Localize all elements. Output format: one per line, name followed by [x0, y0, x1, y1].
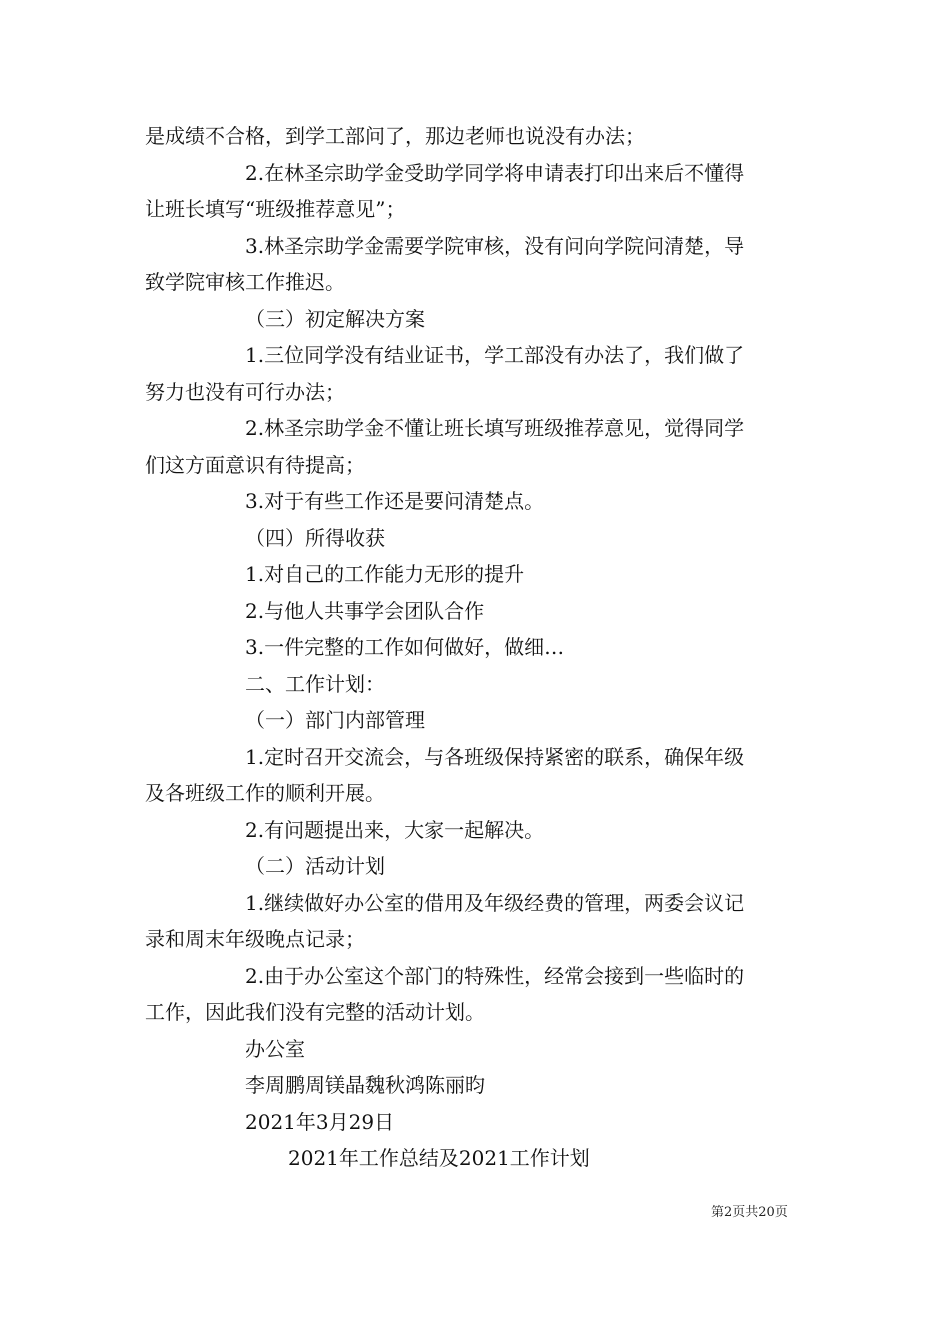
- body-line-13: 1.对自己的工作能力无形的提升: [245, 562, 525, 586]
- body-line-20: 2.有问题提出来，大家一起解决。: [245, 817, 545, 842]
- section-heading-2: （二）活动计划: [245, 854, 385, 878]
- body-line-15: 3.一件完整的工作如何做好，做细…: [245, 635, 565, 659]
- body-line-4: 3.林圣宗助学金需要学院审核，没有问向学院问清楚，导: [245, 233, 745, 258]
- body-line-7: 1.三位同学没有结业证书，学工部没有办法了，我们做了: [245, 343, 745, 367]
- body-line-5: 致学院审核工作推迟。: [145, 270, 345, 294]
- body-line-18: 1.定时召开交流会，与各班级保持紧密的联系，确保年级: [245, 744, 745, 769]
- body-line-3: 让班长填写“班级推荐意见”；: [145, 197, 406, 221]
- signature-names: 李周鹏周镁晶魏秋鸿陈丽昀: [245, 1073, 485, 1097]
- page-number-footer: 第2页共20页: [711, 1205, 788, 1220]
- body-line-8: 努力也没有可行办法；: [145, 379, 345, 404]
- document-body: [145, 118, 805, 1177]
- body-line-23: 录和周末年级晚点记录；: [145, 927, 365, 951]
- signature-department: 办公室: [245, 1036, 305, 1061]
- signature-date: 2021年3月29日: [245, 1109, 395, 1134]
- body-line-14: 2.与他人共事学会团队合作: [245, 598, 485, 623]
- body-line-25: 工作，因此我们没有完整的活动计划。: [145, 1000, 485, 1024]
- next-document-title: 2021年工作总结及2021工作计划: [288, 1146, 590, 1170]
- chapter-heading-work-plan: 二、工作计划：: [245, 671, 385, 696]
- body-line-19: 及各班级工作的顺利开展。: [145, 781, 385, 805]
- body-line-11: 3.对于有些工作还是要问清楚点。: [245, 489, 545, 513]
- body-line-10: 们这方面意识有待提高；: [145, 452, 365, 477]
- body-line-2: 2.在林圣宗助学金受助学同学将申请表打印出来后不懂得: [245, 160, 745, 185]
- section-heading-4: （四）所得收获: [245, 525, 385, 550]
- section-heading-3: （三）初定解决方案: [245, 306, 425, 331]
- body-line-24: 2.由于办公室这个部门的特殊性，经常会接到一些临时的: [245, 963, 745, 988]
- body-line-22: 1.继续做好办公室的借用及年级经费的管理，两委会议记: [245, 890, 745, 915]
- body-line-1: 是成绩不合格，到学工部问了，那边老师也说没有办法；: [145, 124, 645, 148]
- section-heading-1: （一）部门内部管理: [245, 708, 425, 732]
- body-line-9: 2.林圣宗助学金不懂让班长填写班级推荐意见，觉得同学: [245, 416, 745, 440]
